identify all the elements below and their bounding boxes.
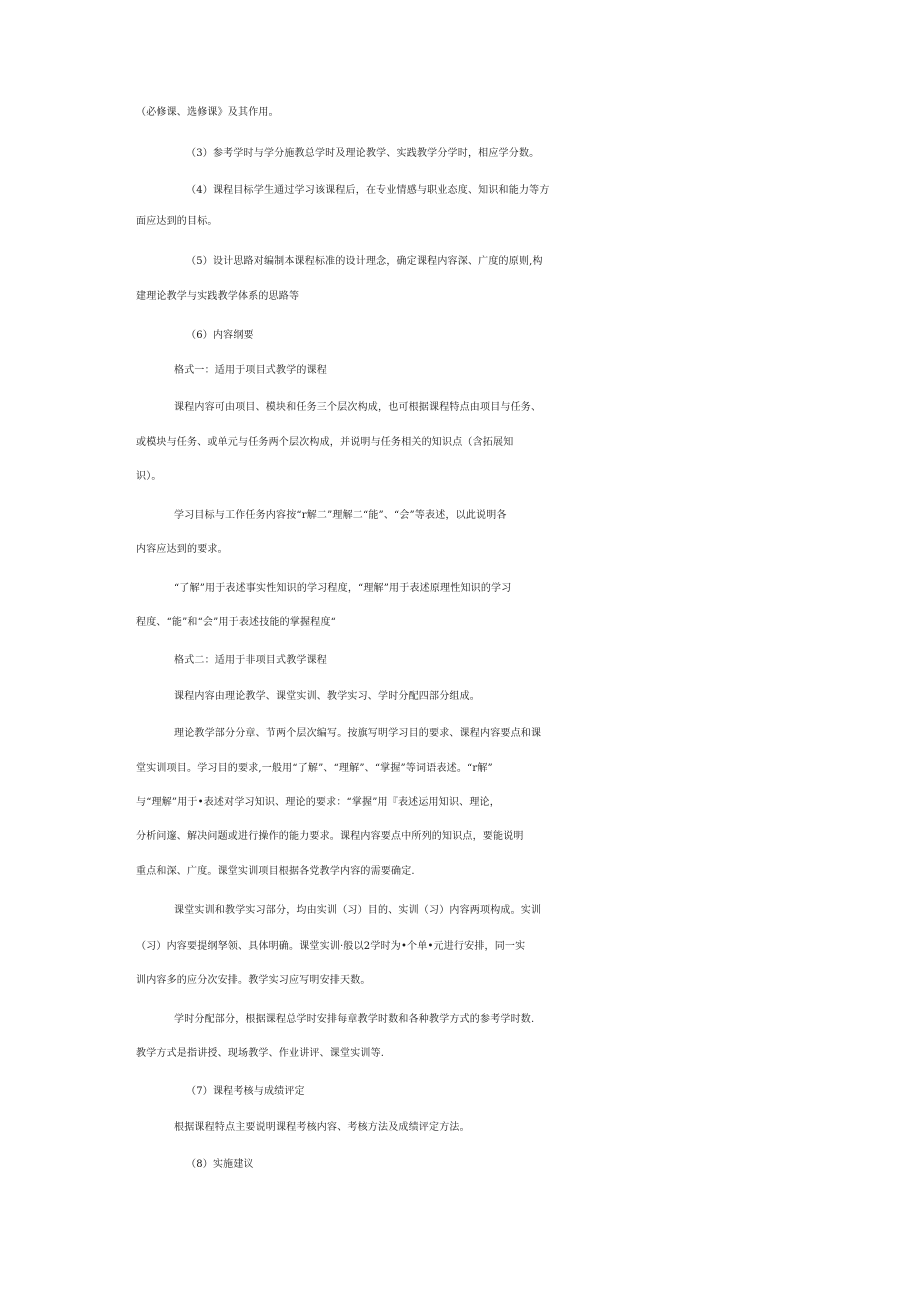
- format-heading-2: 格式二：适用于非项目式教学课程: [174, 655, 327, 666]
- text-line: 重点和深、广度。课堂实训项目根据各党教学内容的需要确定.: [136, 866, 415, 877]
- text-line: 与“理解”用于•表述对学习知识、理论的要求：“掌握”用『表述运用知识、理论，: [136, 797, 500, 808]
- section-heading-5: （5）设计思路对编制本课程标准的设计理念，确定课程内容深、广度的原则,构: [186, 256, 543, 267]
- text-line: 识）。: [136, 471, 162, 482]
- section-heading-8: （8）实施建议: [186, 1159, 254, 1170]
- section-heading-7: （7）课程考核与成绩评定: [186, 1086, 305, 1097]
- text-line: 建理论教学与实践教学体系的思路等: [136, 291, 300, 302]
- text-line: 分析问邃、解决问题或进行操作的能力要求。课程内容要点中所列的知识点，要能说明: [136, 831, 524, 842]
- text-line: 学时分配部分，根据课程总学时安排每章教学时数和各种教学方式的参考学时数.: [174, 1014, 535, 1025]
- section-heading-3: （3）参考学时与学分施教总学时及理论教学、实践教学分学时，相应学分数。: [186, 148, 540, 159]
- text-line: 内容应达到的要求。: [136, 544, 228, 555]
- text-line: 堂实训项目。学习目的要求,一般用“了解”、“理解”、“掌握”等词语表述。“r解”: [136, 763, 493, 774]
- section-heading-6: （6）内容纲要: [186, 330, 254, 341]
- text-line: 课程内容由理论教学、课堂实训、教学实习、学时分配四部分组成。: [174, 691, 480, 702]
- text-line: 面应达到的目标。: [136, 216, 218, 227]
- text-line: 根据课程特点主要说明课程考核内容、考核方法及成绩评定方法。: [174, 1122, 470, 1133]
- text-line: 或模块与任务、或单元与任务两个层次构成，并说明与任务相关的知识点（含拓展知: [136, 437, 514, 448]
- text-line: 学习目标与工作任务内容按“r解二”理解二“能”、“会”等表述，以此说明各: [174, 510, 507, 521]
- text-line: （必修课、选修课》及其作用。: [136, 107, 279, 118]
- text-line: 课堂实训和教学实习部分，均由实训（习）目的、实训（习）内容两项构成。实训: [174, 905, 542, 916]
- text-line: （习）内容要提纲孥领、具体明确。课堂实训·般以2学时为•个单•元进行安排，同一实: [136, 941, 526, 952]
- text-line: 教学方式是指讲授、现场教学、作业讲评、课堂实训等.: [136, 1048, 385, 1059]
- text-line: 程度、“能”和“会”用于表述技能的掌握程度“: [136, 617, 336, 628]
- text-line: “了解”用于表述事实性知识的学习程度，“理解”用于表述原理性知识的学习: [174, 583, 512, 594]
- text-line: 课程内容可由项目、模块和任务三个层次构成，也可根据课程特点由项目与任务、: [174, 402, 542, 413]
- section-heading-4: （4）课程目标学生通过学习该课程后，在专业情感与职业态度、知识和能力等方: [186, 185, 550, 196]
- text-line: 理论教学部分分章、节两个层次编写。按旗写明学习目的要求、课程内容要点和课: [174, 728, 542, 739]
- format-heading-1: 格式一：适用于项目式教学的课程: [174, 365, 327, 376]
- text-line: 训内容多的应分次安排。教学实习应写明安排天数。: [136, 975, 371, 986]
